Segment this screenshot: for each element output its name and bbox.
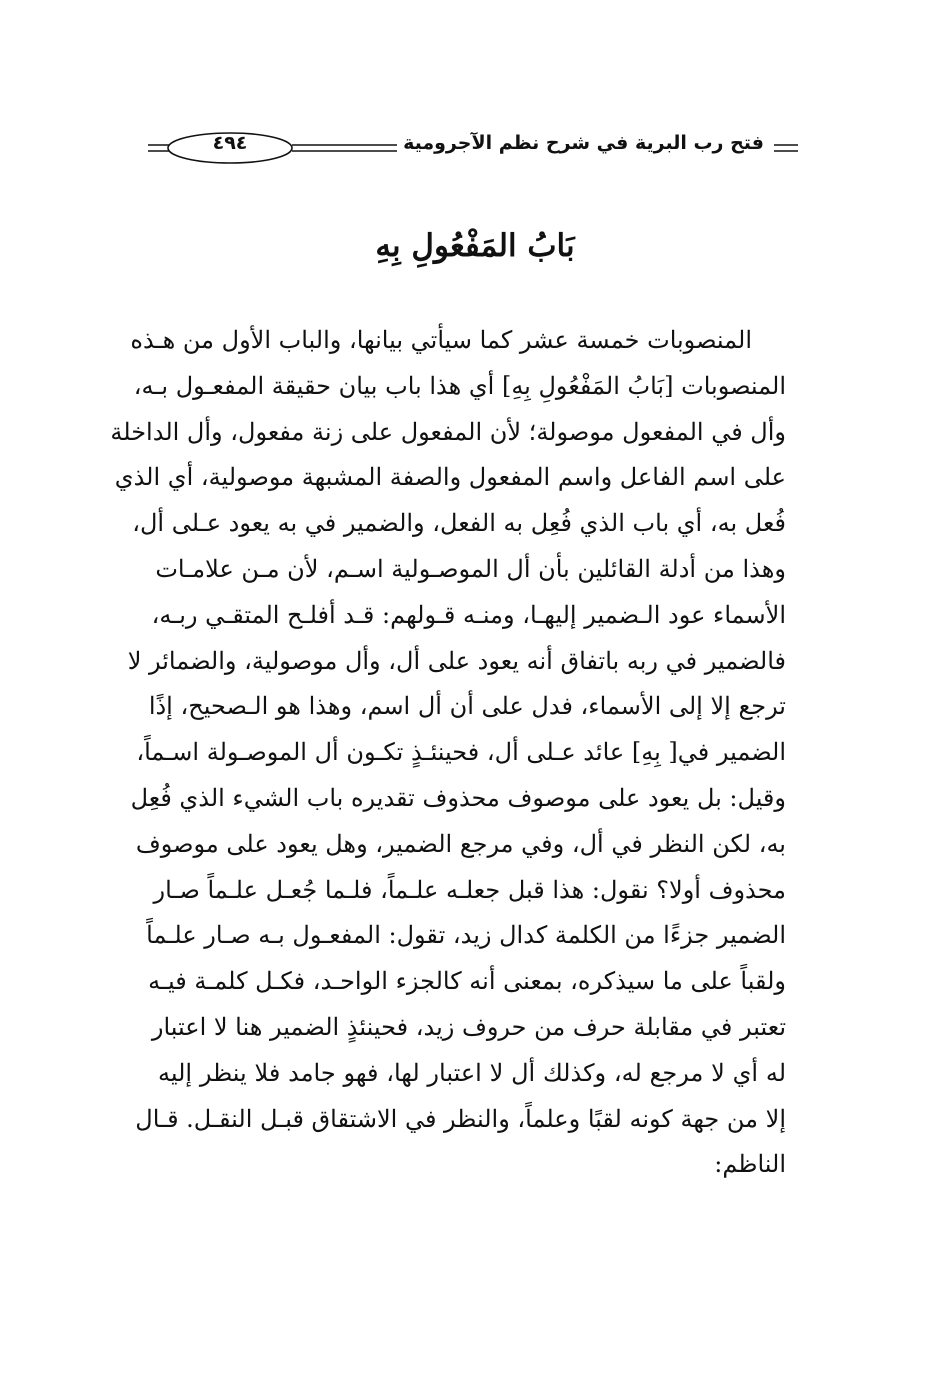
text-line: محذوف أولا؟ نقول: هذا قبل جعلـه علـماً، فلـما جُعـل علـماً صـار	[153, 875, 786, 904]
text-line: وهذا من أدلة القائلين بأن أل الموصـولية اسـم، لأن مـن علامـات	[155, 554, 786, 583]
text-line: الضمير في[ بِهِ] عائد عـلى أل، فحينئـذٍ تكـون أل الموصـولة اسـماً،	[136, 738, 786, 767]
text-line: على اسم الفاعل واسم المفعول والصفة المشبهة موصولية، أي الذي	[114, 463, 786, 492]
text-line: فالضمير في ربه باتفاق أنه يعود على أل، وأل موصولية، والضمائر لا	[127, 646, 786, 675]
page-number: ٤٩٤	[212, 132, 248, 154]
text-line: وقيل: بل يعود على موصوف محذوف تقديره باب الشيء الذي فُعِل	[130, 783, 786, 812]
text-line: له أي لا مرجع له، وكذلك أل لا اعتبار لها، فهو جامد فلا ينظر إليه	[158, 1058, 786, 1087]
text-line: ولقباً على ما سيذكره، بمعنى أنه كالجزء الواحـد، فكـل كلمـة فيـه	[148, 967, 786, 996]
text-line: الضمير جزءًا من الكلمة كدال زيد، تقول: المفعـول بـه صـار علـماً	[146, 921, 786, 950]
text-line: إلا من جهة كونه لقبًا وعلماً، والنظر في الاشتقاق قبـل النقـل. قـال	[135, 1104, 786, 1133]
body-paragraph	[110, 318, 786, 1188]
text-line: به، لكن النظر في أل، وفي مرجع الضمير، وهل يعود على موصوف	[135, 829, 786, 858]
text-line: تعتبر في مقابلة حرف من حروف زيد، فحينئذٍ الضمير هنا لا اعتبار	[151, 1012, 786, 1041]
text-line: الناظم:	[714, 1150, 786, 1179]
text-line: فُعل به، أي باب الذي فُعِل به الفعل، والضمير في به يعود عـلى أل،	[132, 509, 786, 538]
text-line: المنصوبات خمسة عشر كما سيأتي بيانها، والباب الأول من هـذه	[130, 326, 752, 354]
text-line: الأسماء عود الـضمير إليهـا، ومنـه قـولهم: قـد أفلـح المتقـي ربـه،	[151, 600, 786, 629]
text-line: ترجع إلا إلى الأسماء، فدل على أن أل اسم، وهذا هو الـصحيح، إذًا	[148, 692, 786, 721]
chapter-title: بَابُ المَفْعُولِ بِهِ	[375, 228, 575, 264]
text-line: المنصوبات [بَابُ المَفْعُولِ بِهِ] أي هذا باب بيان حقيقة المفعـول بـه،	[133, 371, 786, 400]
text-line: وأل في المفعول موصولة؛ لأن المفعول على زنة مفعول، وأل الداخلة	[110, 417, 786, 446]
book-title: فتح رب البرية في شرح نظم الآجرومية	[397, 132, 770, 154]
running-header	[148, 124, 798, 174]
